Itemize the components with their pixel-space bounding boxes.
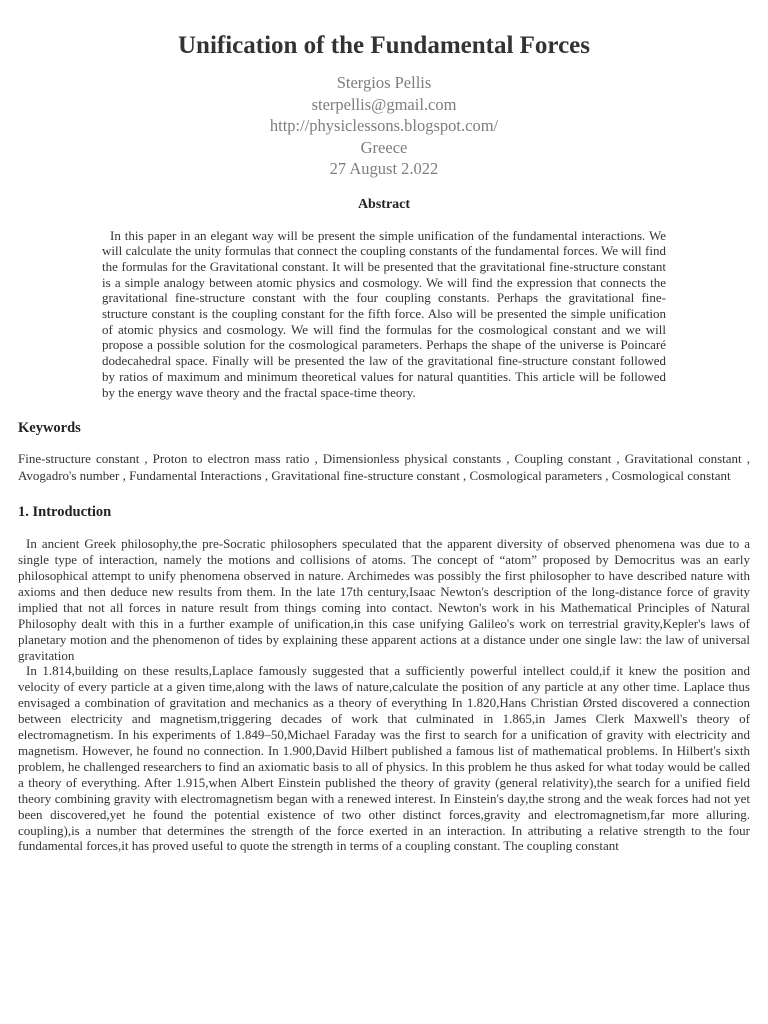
keywords-heading: Keywords — [18, 420, 81, 437]
keywords-text: Fine-structure constant , Proton to electron mass ratio , Dimensionless physical constants , Coupling constant , Gravitational constant , Avogadro's number , Fundamental Interactions , Gravitational fine-structure constant , Cosmological parameters , Cosmological constant — [18, 451, 750, 483]
author-block — [18, 72, 750, 180]
author-email: sterpellis@gmail.com — [311, 94, 457, 114]
publication-date: 27 August 2.022 — [329, 159, 439, 178]
abstract-heading: Abstract — [357, 196, 411, 212]
introduction-heading: 1. Introduction — [18, 504, 112, 521]
paper-title: Unification of the Fundamental Forces — [177, 32, 590, 59]
abstract-text: In this paper in an elegant way will be present the simple unification of the fundamental interactions. We will calculate the unity formulas that connect the coupling constants of the fundamental forces. We will find the formulas for the Gravitational constant. It will be presented that the gravitational fine-structure constant is a simple analogy between atomic physics and cosmology. We will find the expression that connects the gravitational fine-structure constant with the four coupling constants. Perhaps the gravitational fine-structure constant is the coupling constant for the fifth force. Also will be presented the simple unification of atomic physics and cosmology. We will find the formulas for the cosmological constant and we will propose a possible solution for the cosmological parameters. Perhaps the shape of the universe is Poincaré dodecahedral space. Finally will be presented the law of the gravitational fine-structure constant followed by ratios of maximum and minimum theoretical values for natural quantities. This article will be followed by the energy wave theory and the fractal space-time theory. — [102, 227, 666, 400]
author-name: Stergios Pellis — [336, 73, 432, 92]
author-country: Greece — [360, 137, 408, 157]
introduction-paragraph-2: In 1.814,building on these results,Laplace famously suggested that a sufficiently powerful intellect could,if it knew the position and velocity of every particle at a given time,along with the laws of nature,calculate the position of any particle at any other time. Laplace thus envisaged a combination of gravitation and mechanics as a theory of everything In 1.820,Hans Christian Ørsted discovered a connection between electricity and magnetism,triggering decades of work that culminated in 1.865,in James Clerk Maxwell's theory of electromagnetism. In his experiments of 1.849–50,Michael Faraday was the first to search for a unification of gravity with electricity and magnetism. However, he found no connection. In 1.900,David Hilbert published a famous list of mathematical problems. In Hilbert's sixth problem, he challenged researchers to find an axiomatic basis to all of physics. In this problem he thus asked for what today would be called a theory of everything. After 1.915,when Albert Einstein published the theory of gravity (general relativity),the search for a unified field theory combining gravity with electromagnetism began with a renewed interest. In Einstein's day,the strong and the weak forces had not yet been discovered,yet he found the potential existence of two other distinct forces,gravity and electromagnetism,far more alluring. coupling),is a number that determines the strength of the force exerted in an interaction. In attributing a relative strength to the four fundamental forces,it has proved useful to quote the strength in terms of a coupling constant. The coupling constant — [18, 663, 750, 854]
author-website: http://physiclessons.blogspot.com/ — [269, 116, 499, 135]
introduction-paragraph-1: In ancient Greek philosophy,the pre-Socratic philosophers speculated that the apparent diversity of observed phenomena was due to a single type of interaction, namely the motions and collisions of atoms. The concept of “atom” proposed by Democritus was an early philosophical attempt to unify phenomena observed in nature. Archimedes was possibly the first philosopher to have described nature with axioms and then deduce new results from them. In the late 17th century,Isaac Newton's description of the long-distance force of gravity implied that not all forces in nature result from things coming into contact. Newton's work in his Mathematical Principles of Natural Philosophy dealt with this in a further example of unification,in this case unifying Galileo's work on terrestrial gravity,Kepler's laws of planetary motion and the phenomenon of tides by explaining these apparent actions at a distance under one single law: the law of universal gravitation — [18, 536, 750, 663]
